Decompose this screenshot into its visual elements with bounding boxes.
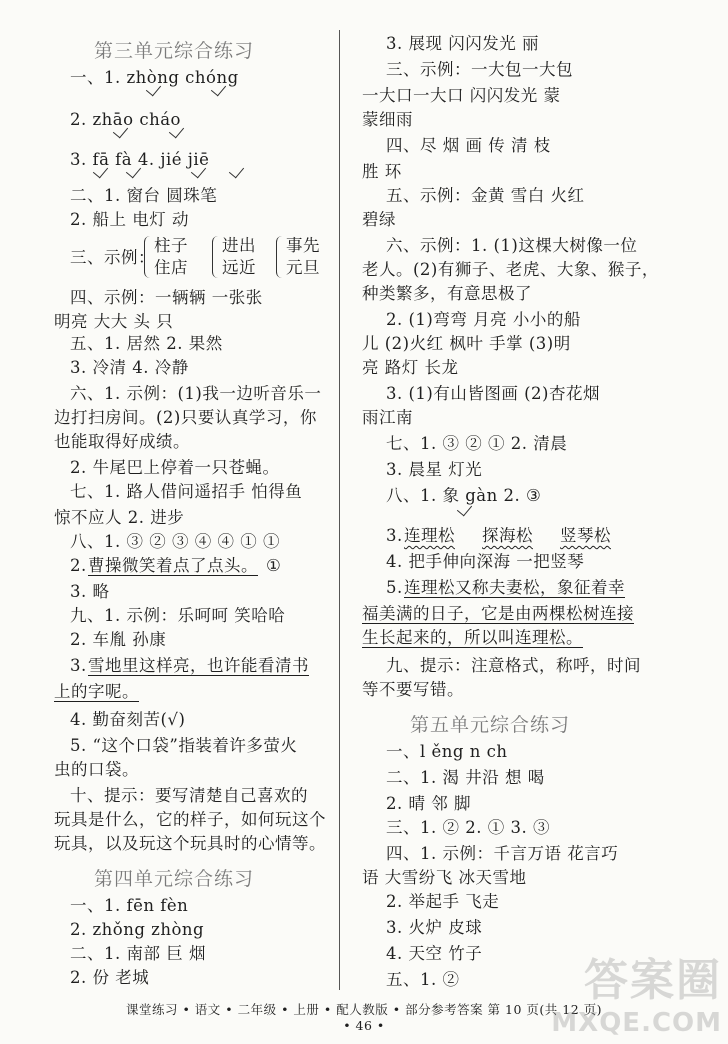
answer-line: 一大口一大口 闪闪发光 蒙 <box>362 86 561 105</box>
unit3-title: 第三单元综合练习 <box>94 40 255 62</box>
answer-line: 玩具，以及玩这个玩具时的心情等。 <box>54 834 326 853</box>
answer-line: 等不要写错。 <box>362 680 464 699</box>
answer-line: 4. 天空 竹子 <box>386 944 483 963</box>
answer-line: 五、1. ② <box>386 970 460 989</box>
answer-line: 二、1. 窗台 圆珠笔 <box>70 186 218 205</box>
answer-line: 一、l ěng n ch <box>386 742 508 761</box>
answer-line: 二、1. 渴 井沿 想 喝 <box>386 768 545 787</box>
answer-line: 2. 份 老城 <box>70 968 150 987</box>
underlined-answer: 曹操微笑着点了点头。 <box>88 556 258 575</box>
watermark-text: 答案圈 <box>584 955 722 1006</box>
answer-line: 亮 路灯 长龙 <box>362 358 459 377</box>
brace <box>144 236 151 278</box>
answer-line: 四、尽 烟 画 传 清 枝 <box>386 136 551 155</box>
answer-line: 4. 把手伸向深海 一把竖琴 <box>386 552 585 571</box>
answer-line: 一、1. fēn fèn <box>70 896 189 915</box>
answer-line: 八、1. 象 gàn 2. ③ <box>386 486 542 505</box>
wavy-underlined-answer: 探海松 <box>482 526 533 545</box>
answer-line: 六、示例：1. (1)这棵大树像一位 <box>386 236 638 255</box>
check-mark <box>229 163 244 179</box>
answer-line: 五、示例：金黄 雪白 火红 <box>386 186 585 205</box>
watermark-logo <box>551 944 722 1038</box>
answer-line: 明亮 大大 头 只 <box>54 312 174 331</box>
brace-item: 事先 <box>286 236 320 255</box>
brace-item: 远近 <box>222 258 256 277</box>
answer-line: 3. (1)有山皆图画 (2)杏花烟 <box>386 384 600 403</box>
answer-line: 3. 展现 闪闪发光 丽 <box>386 34 539 53</box>
brace-item: 柱子 <box>154 236 188 255</box>
answer-label: 3. <box>386 526 403 545</box>
answer-line: 九、1. 示例：乐呵呵 笑哈哈 <box>70 606 286 625</box>
answer-line: 一、1. zhòng chóng <box>70 68 239 87</box>
answer-line: 三、示例：一大包一大包 <box>386 60 573 79</box>
answer-line: 2. 举起手 飞走 <box>386 892 500 911</box>
answer-line: 2. 船上 电灯 动 <box>70 210 189 229</box>
answer-line: 语 大雪纷飞 冰天雪地 <box>362 868 527 887</box>
answer-line: 二、1. 南部 巨 烟 <box>70 944 206 963</box>
answer-line: 九、提示：注意格式，称呼，时间 <box>386 656 641 675</box>
answer-line: 老人。(2)有狮子、老虎、大象、猴子， <box>362 260 659 279</box>
answer-line: 胜 环 <box>362 162 402 181</box>
answer-line: 2. 晴 邻 脚 <box>386 794 471 813</box>
wavy-underlined-answer: 连理松 <box>404 526 455 545</box>
answer-line: 七、1. ③ ② ① 2. 清晨 <box>386 434 568 453</box>
answer-line: 儿 (2)火红 枫叶 手掌 (3)明 <box>362 334 571 353</box>
answer-line: 2. zhāo cháo <box>70 110 181 129</box>
answer-line: 雨江南 <box>362 408 413 427</box>
answer-line: 3. 冷清 4. 冷静 <box>70 358 189 377</box>
brace <box>276 236 283 278</box>
brace-item: 元旦 <box>286 258 320 277</box>
answer-line: 2. 牛尾巴上停着一只苍蝇。 <box>70 458 280 477</box>
brace-item: 进出 <box>222 236 256 255</box>
answer-line: 六、1. 示例：(1)我一边听音乐一 <box>70 384 322 403</box>
answer-line: 2. (1)弯弯 月亮 小小的船 <box>386 310 581 329</box>
answer-label: 2. <box>70 556 87 575</box>
answer-line: 4. 勤奋刻苦(√) <box>70 710 186 729</box>
underlined-answer: 连理松又称夫妻松，象征着幸 <box>404 578 625 597</box>
footer-info: 课堂练习 • 语文 • 二年级 • 上册 • 配人教版 • 部分参考答案 第 10 页(共 12 页) <box>125 1002 603 1017</box>
page-number: • 46 • <box>343 1018 385 1033</box>
answer-line: 四、1. 示例：千言万语 花言巧 <box>386 844 619 863</box>
column-divider <box>339 30 340 990</box>
answer-line: 虫的口袋。 <box>54 760 139 779</box>
answer-line: 也能取得好成绩。 <box>54 432 190 451</box>
brace <box>212 236 219 278</box>
answer-line: 惊不应人 2. 进步 <box>54 508 185 527</box>
answer-line: 三、示例： <box>70 248 155 267</box>
answer-line: 3. 略 <box>70 582 110 601</box>
answer-label: 3. <box>70 656 87 675</box>
answer-line: 蒙细雨 <box>362 110 413 129</box>
unit4-title: 第四单元综合练习 <box>94 868 255 890</box>
answer-label: 5. <box>386 578 403 597</box>
answer-line: 四、示例：一辆辆 一张张 <box>70 288 263 307</box>
underlined-answer: 福美满的日子，它是由两棵松树连接 <box>362 604 634 623</box>
answer-line: 碧绿 <box>362 210 396 229</box>
answer-line: 七、1. 路人借问遥招手 怕得鱼 <box>70 482 303 501</box>
underlined-answer: 上的字呢。 <box>54 682 139 701</box>
answer-line: 3. fā fà 4. jié jiē <box>70 150 210 169</box>
answer-line: 三、1. ② 2. ① 3. ③ <box>386 818 550 837</box>
answer-line: 3. 晨星 灯光 <box>386 460 483 479</box>
watermark-url: MXQE.COM <box>551 1008 722 1038</box>
answer-line: 边打扫房间。(2)只要认真学习，你 <box>54 408 317 427</box>
answer-line: 十、提示：要写清楚自己喜欢的 <box>70 786 308 805</box>
answer-line: 种类繁多，有意思极了 <box>362 284 532 303</box>
brace-item: 住店 <box>154 258 188 277</box>
answer-line: 八、1. ③ ② ③ ④ ④ ① ① <box>70 532 280 551</box>
answer-line: 五、1. 居然 2. 果然 <box>70 334 223 353</box>
wavy-underlined-answer: 竖琴松 <box>560 526 611 545</box>
underlined-answer: 生长起来的，所以叫连理松。 <box>362 628 583 647</box>
answer-line: 2. 车胤 孙康 <box>70 630 167 649</box>
underlined-answer: 雪地里这样亮，也许能看清书 <box>88 656 309 675</box>
answer-line: 玩具是什么，它的样子，如何玩这个 <box>54 810 326 829</box>
unit5-title: 第五单元综合练习 <box>410 714 571 736</box>
answer-line: 5. “这个口袋”指装着许多萤火 <box>70 736 298 755</box>
answer-line: 2. zhǒng zhòng <box>70 920 205 939</box>
answer-line: 3. 火炉 皮球 <box>386 918 483 937</box>
answer-line: ① <box>266 556 282 575</box>
